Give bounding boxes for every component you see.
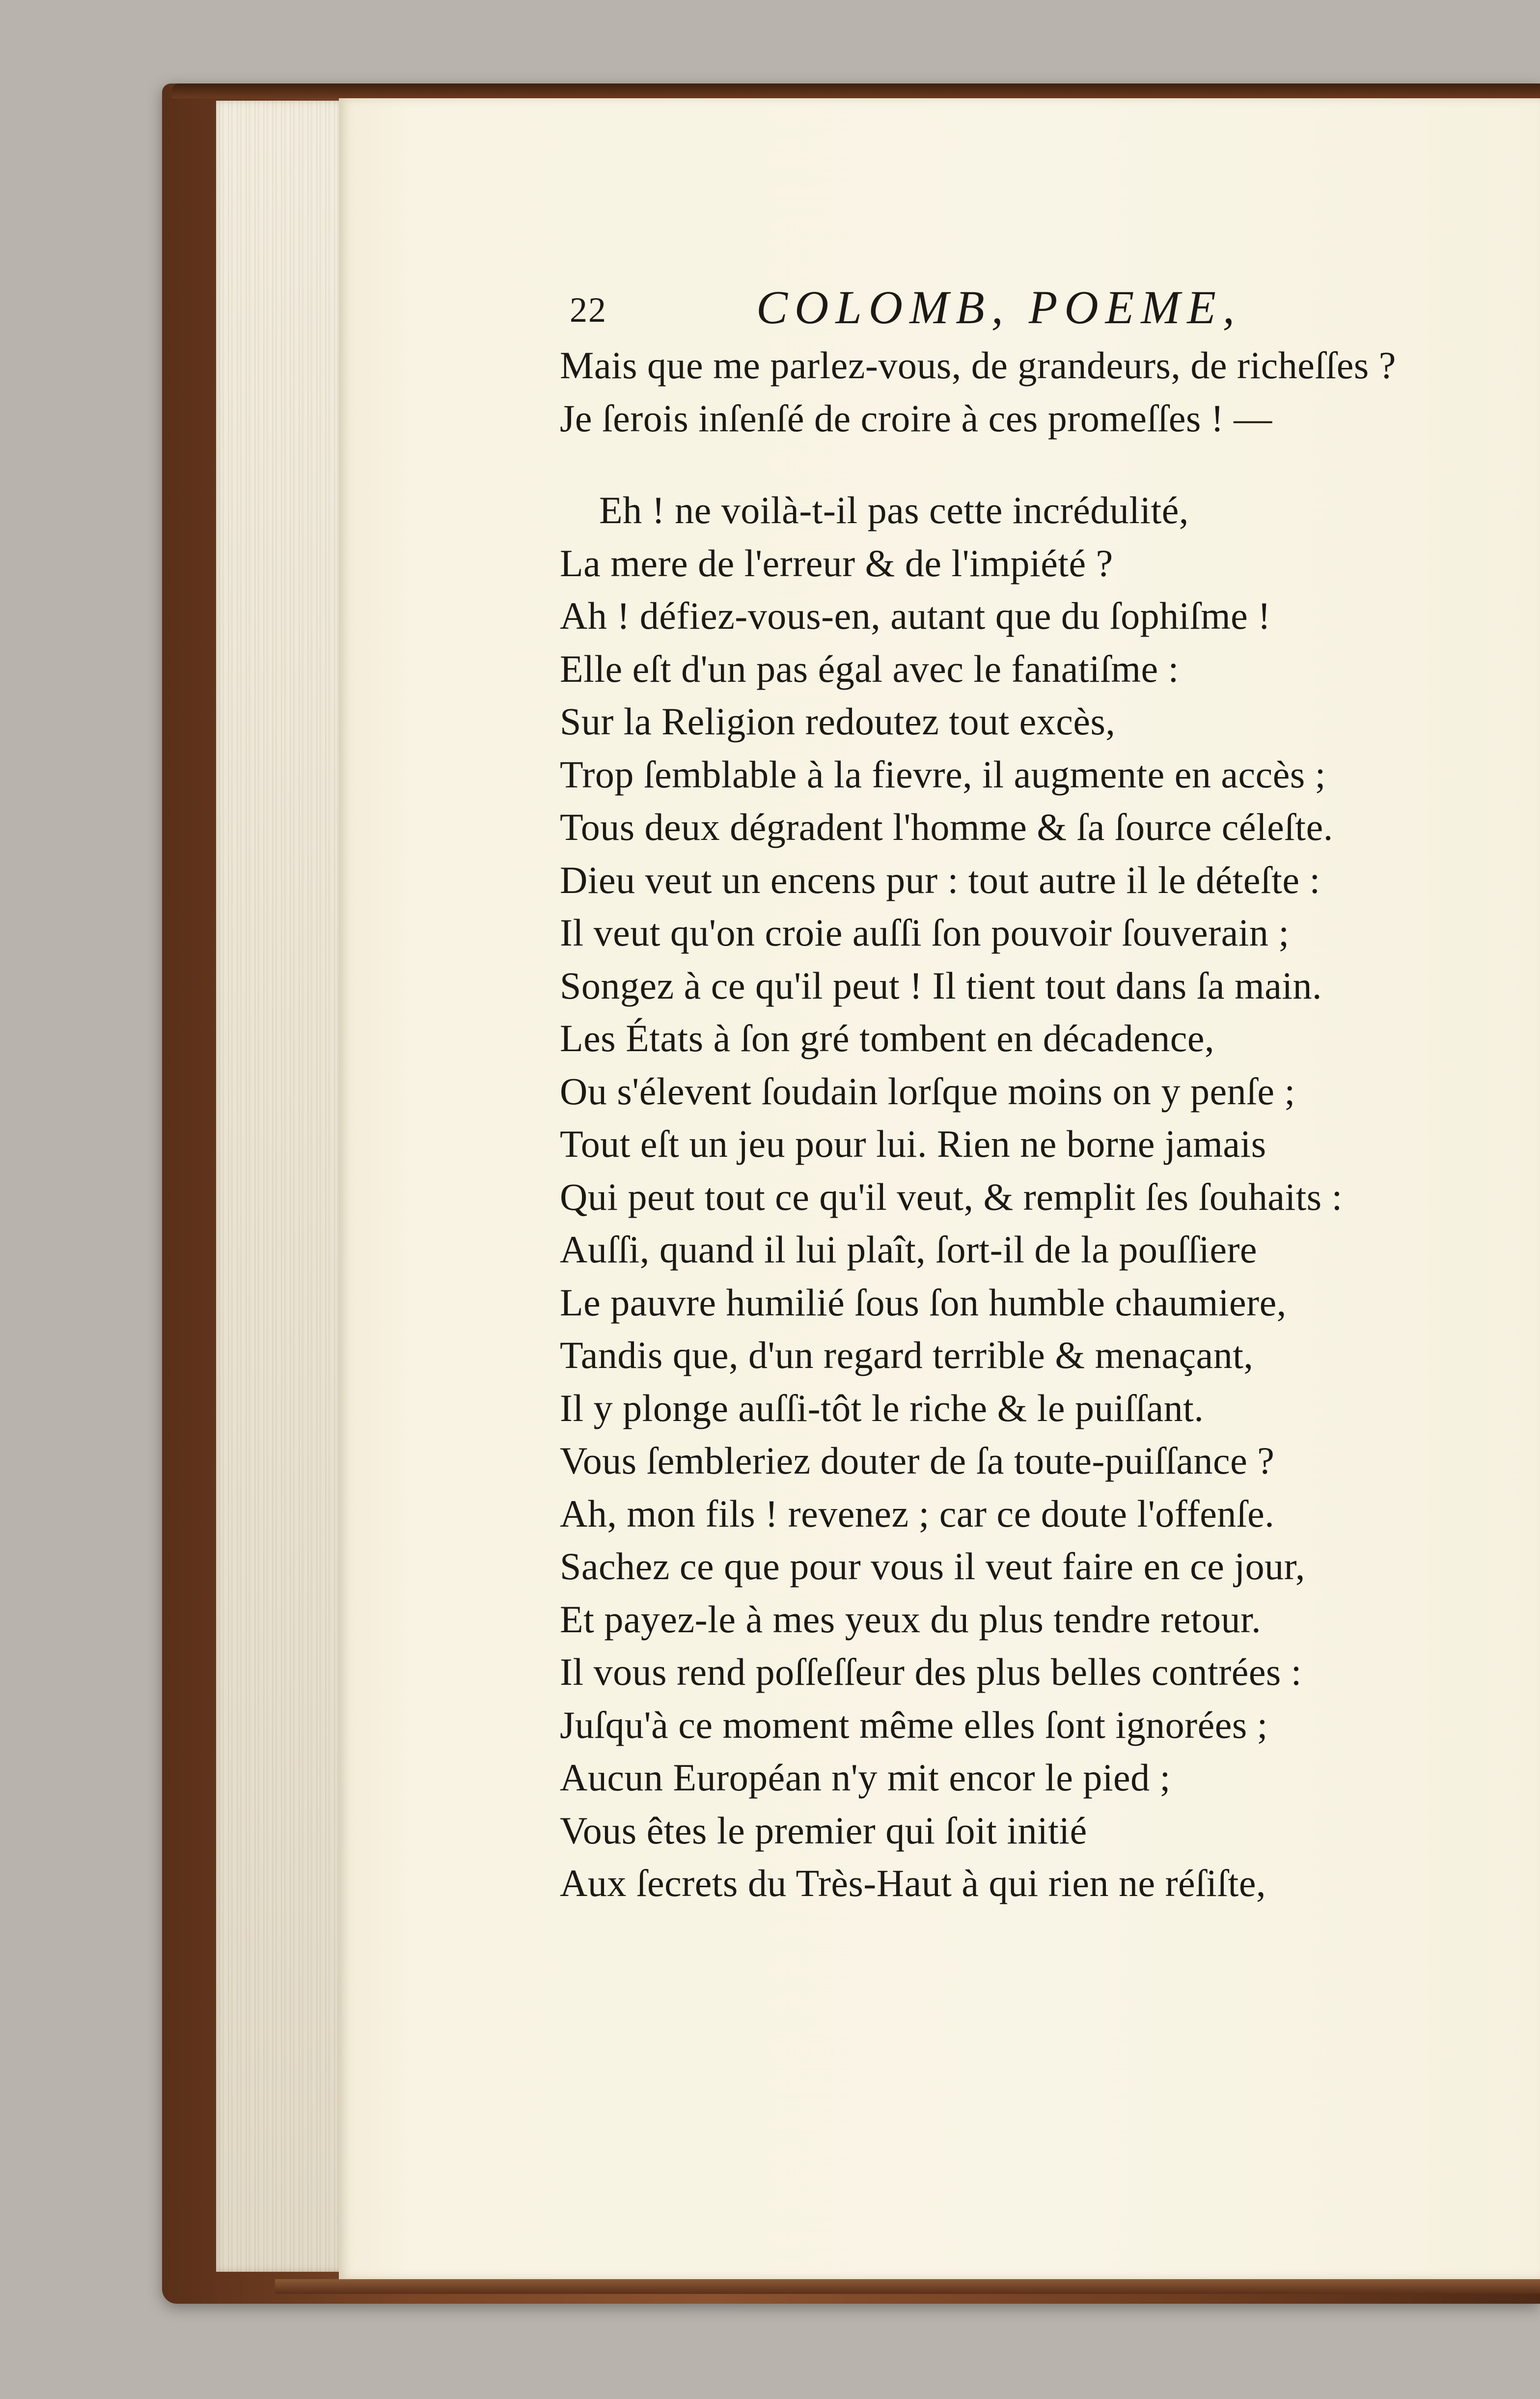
verse-line: Auſſi, quand il lui plaît, ſort-il de la pouſſiere (560, 1228, 1258, 1271)
verse-line: Songez à ce qu'il peut ! Il tient tout dans ſa main. (560, 964, 1322, 1007)
stanza-break (560, 445, 1522, 484)
stanza-2 (560, 484, 1522, 1910)
verse-line: Sachez ce que pour vous il veut faire en ce jour, (560, 1545, 1305, 1588)
verse-line: Sur la Religion redoutez tout excès, (560, 700, 1116, 743)
verse-line: La mere de l'erreur & de l'impiété ? (560, 541, 1113, 585)
verse-line: Trop ſemblable à la fievre, il augmente en accès ; (560, 753, 1326, 796)
verse-line: Tout eſt un jeu pour lui. Rien ne borne jamais (560, 1122, 1266, 1165)
verse-line: Il y plonge auſſi-tôt le riche & le puiſſant. (560, 1386, 1204, 1429)
page-edges (216, 101, 344, 2272)
verse-line: Le pauvre humilié ſous ſon humble chaumiere, (560, 1281, 1287, 1324)
verse-line: Vous êtes le premier qui ſoit initié (560, 1809, 1087, 1852)
verse-line: Elle eſt d'un pas égal avec le fanatiſme : (560, 647, 1179, 690)
text-block (560, 280, 1522, 1910)
verse-line: Ah, mon fils ! revenez ; car ce doute l'offenſe. (560, 1492, 1275, 1535)
page-number: 22 (570, 290, 607, 330)
cover-bottom-edge (275, 2279, 1540, 2294)
running-title: COLOMB, POEME, (756, 281, 1241, 334)
verse-line: Ah ! défiez-vous-en, autant que du ſophiſme ! (560, 594, 1271, 637)
verse-line: Je ſerois inſenſé de croire à ces promeſſes ! — (560, 396, 1272, 440)
verse-line: Et payez-le à mes yeux du plus tendre retour. (560, 1597, 1262, 1641)
verse-line: Juſqu'à ce moment même elles ſont ignorées ; (560, 1703, 1268, 1746)
verse-line: Il veut qu'on croie auſſi ſon pouvoir ſouverain ; (560, 911, 1290, 954)
verse-line: Tandis que, d'un regard terrible & menaçant, (560, 1334, 1254, 1376)
verse-line: Dieu veut un encens pur : tout autre il le déteſte : (560, 858, 1320, 901)
verse-line: Qui peut tout ce qu'il veut, & remplit ſes ſouhaits : (560, 1175, 1343, 1218)
verse-line: Ou s'élevent ſoudain lorſque moins on y penſe ; (560, 1069, 1295, 1113)
verse-line: Les États à ſon gré tombent en décadence, (560, 1017, 1214, 1060)
verse-line: Vous ſembleriez douter de ſa toute-puiſſance ? (560, 1439, 1275, 1482)
page-header (560, 280, 1522, 339)
verse-line: Tous deux dégradent l'homme & ſa ſource céleſte. (560, 806, 1333, 848)
stanza-1 (560, 339, 1522, 445)
cover-top-edge (172, 84, 1540, 98)
verse-line: Aux ſecrets du Très-Haut à qui rien ne réſiſte, (560, 1862, 1266, 1904)
verse-line: Mais que me parlez-vous, de grandeurs, de richeſſes ? (560, 344, 1396, 387)
verse-line: Eh ! ne voilà-t-il pas cette incrédulité, (599, 489, 1189, 531)
verse-line: Il vous rend poſſeſſeur des plus belles contrées : (560, 1650, 1302, 1693)
verse-line: Aucun Européan n'y mit encor le pied ; (560, 1756, 1171, 1799)
